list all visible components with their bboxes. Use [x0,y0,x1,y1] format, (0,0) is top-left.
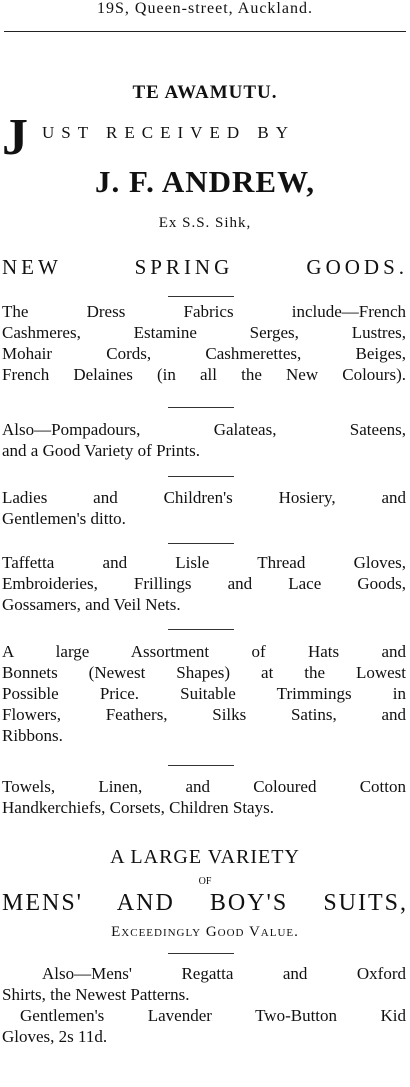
towels-paragraph [2,776,406,818]
large-variety-heading: A LARGE VARIETY [110,846,300,868]
paragraph-line: The Dress Fabrics include—French [2,302,406,321]
value-line: Exceedingly Good Value. [111,924,299,940]
headline [2,255,408,280]
header-rule [4,31,406,32]
paragraph-line: Gentlemen's ditto. [2,509,126,528]
paragraph-line: Taffetta and Lisle Thread Gloves, [2,553,406,572]
divider [168,953,234,954]
drop-cap: J [2,109,28,166]
paragraph-line: Also—Mens' Regatta and Oxford [42,964,406,983]
address-line: 19S, Queen-street, Auckland. [97,0,313,17]
paragraph-line: Possible Price. Suitable Trimmings in [2,684,406,703]
paragraph-line: Shirts, the Newest Patterns. [2,985,190,1004]
hosiery-paragraph [2,487,406,529]
divider [168,543,234,544]
paragraph-line: A large Assortment of Hats and [2,642,406,661]
paragraph-line: Flowers, Feathers, Silks Satins, and [2,705,406,724]
just-received-line: UST RECEIVED BY [42,123,295,142]
paragraph-line: Gossamers, and Veil Nets. [2,595,181,614]
paragraph-line: Also—Pompadours, Galateas, Sateens, [2,420,406,439]
divider [168,407,234,408]
gloves-paragraph [2,552,406,615]
mens-suits-heading: MENS' AND BOY'S SUITS, [2,890,408,916]
paragraph-line: Cashmeres, Estamine Serges, Lustres, [2,323,406,342]
paragraph-line: Gentlemen's Lavender Two-Button Kid [20,1006,406,1025]
paragraph-line: Towels, Linen, and Coloured Cotton [2,777,406,796]
shirts-paragraph [2,963,406,1047]
paragraph-line: Ladies and Children's Hosiery, and [2,488,406,507]
divider [168,765,234,766]
paragraph-line: Handkerchiefs, Corsets, Children Stays. [2,798,274,817]
paragraph-line: Mohair Cords, Cashmerettes, Beiges, [2,344,406,363]
advert-title: TE AWAMUTU. [132,82,278,103]
paragraph-line: Ribbons. [2,726,63,745]
divider [168,476,234,477]
paragraph-line: Embroideries, Frillings and Lace Goods, [2,574,406,593]
merchant-name: J. F. ANDREW, [94,164,315,199]
paragraph-line: French Delaines (in all the New Colours). [2,365,406,384]
paragraph-line: and a Good Variety of Prints. [2,441,200,460]
paragraph-line: Bonnets (Newest Shapes) at the Lowest [2,663,406,682]
divider [168,296,234,297]
headline-text: NEW SPRING GOODS. [2,255,408,279]
pompadours-paragraph [2,419,406,461]
divider [168,629,234,630]
paragraph-line: Gloves, 2s 11d. [2,1027,108,1046]
hats-paragraph [2,641,406,746]
ship-line: Ex S.S. Sihk, [158,215,252,231]
of-text: OF [198,876,212,887]
dress-fabrics-paragraph [2,301,406,385]
